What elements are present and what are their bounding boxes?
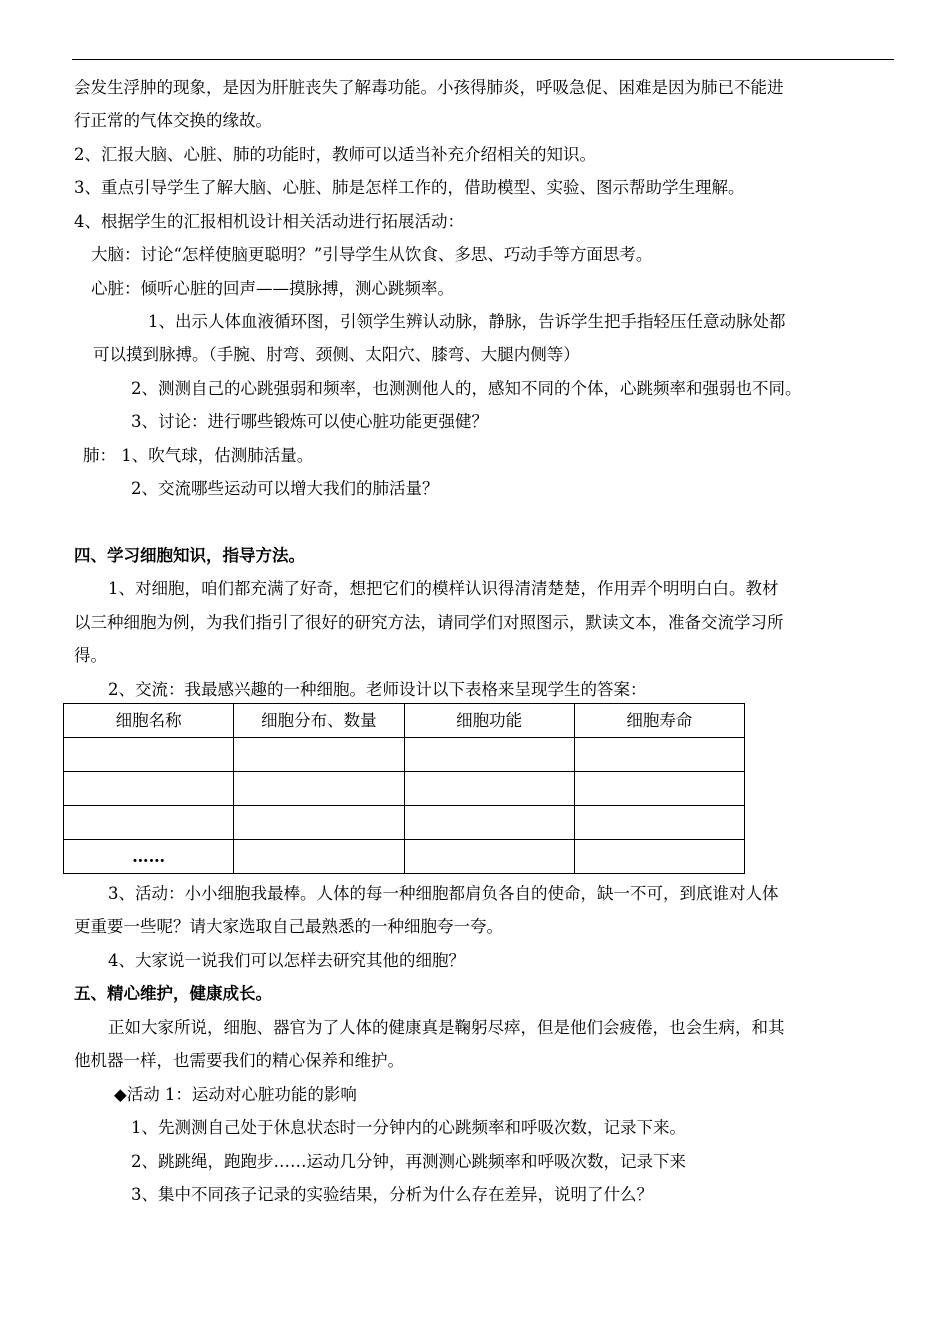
activity-step: 2、跳跳绳，跑跑步……运动几分钟，再测测心跳频率和呼吸次数，记录下来: [131, 1152, 686, 1171]
heart-step: 3、讨论：进行哪些锻炼可以使心脏功能更强健？: [131, 412, 488, 431]
table-cell: [574, 772, 744, 806]
table-header-cell: 细胞名称: [64, 704, 234, 738]
paragraph-line: 以三种细胞为例，为我们指引了很好的研究方法，请同学们对照图示，默读文本，准备交流学习所: [74, 613, 784, 632]
activity-step: 3、集中不同孩子记录的实验结果，分析为什么存在差异，说明了什么？: [131, 1185, 653, 1204]
table-row: [64, 772, 745, 806]
table-cell: [404, 806, 574, 840]
cell-table: [63, 703, 745, 874]
paragraph-line: 得。: [74, 646, 107, 665]
paragraph-line: 1、对细胞，咱们都充满了好奇，想把它们的模样认识得清清楚楚，作用弄个明明白白。教材: [108, 579, 779, 598]
heart-step: 1、出示人体血液循环图，引领学生辨认动脉，静脉，告诉学生把手指轻压任意动脉处都: [148, 312, 786, 331]
paragraph-line: 他机器一样，也需要我们的精心保养和维护。: [74, 1051, 404, 1070]
activity-title: ◆活动 1：运动对心脏功能的影响: [114, 1085, 357, 1104]
paragraph-line: 4、大家说一说我们可以怎样去研究其他的细胞？: [108, 951, 465, 970]
paragraph-line: 2、交流：我最感兴趣的一种细胞。老师设计以下表格来呈现学生的答案：: [108, 680, 647, 699]
table-cell: [404, 738, 574, 772]
paragraph-line: 行正常的气体交换的缘故。: [74, 111, 272, 130]
table-cell: [234, 738, 404, 772]
list-item: 3、重点引导学生了解大脑、心脏、肺是怎样工作的，借助模型、实验、图示帮助学生理解。: [74, 178, 745, 197]
table-cell: ……: [64, 840, 234, 874]
table-header-cell: 细胞分布、数量: [234, 704, 404, 738]
table-header-row: [64, 704, 745, 738]
heart-activity: 心脏：倾听心脏的回声——摸脉搏，测心跳频率。: [91, 279, 454, 298]
list-item: 4、根据学生的汇报相机设计相关活动进行拓展活动：: [74, 212, 464, 231]
heart-step: 可以摸到脉搏。（手腕、肘弯、颈侧、太阳穴、膝弯、大腿内侧等）: [93, 345, 580, 364]
lung-activity: 肺： 1、吹气球，估测肺活量。: [83, 446, 314, 465]
table-cell: [574, 738, 744, 772]
table-cell: [404, 772, 574, 806]
table-cell: [234, 806, 404, 840]
table-cell: [64, 772, 234, 806]
activity-step: 1、先测测自己处于休息状态时一分钟内的心跳频率和呼吸次数，记录下来。: [131, 1118, 686, 1137]
list-item: 2、汇报大脑、心脏、肺的功能时，教师可以适当补充介绍相关的知识。: [74, 145, 596, 164]
table-row: [64, 806, 745, 840]
brain-activity: 大脑：讨论“怎样使脑更聪明？”引导学生从饮食、多思、巧动手等方面思考。: [91, 245, 653, 264]
table-row: [64, 840, 745, 874]
table-cell: [64, 806, 234, 840]
table-cell: [574, 806, 744, 840]
table-cell: [404, 840, 574, 874]
lung-step: 2、交流哪些运动可以增大我们的肺活量？: [131, 479, 439, 498]
table-header-cell: 细胞功能: [404, 704, 574, 738]
paragraph-line: 正如大家所说，细胞、器官为了人体的健康真是鞠躬尽瘁，但是他们会疲倦，也会生病，和其: [108, 1018, 785, 1037]
paragraph-line: 更重要一些呢？请大家选取自己最熟悉的一种细胞夸一夸。: [74, 917, 503, 936]
table-header-cell: 细胞寿命: [574, 704, 744, 738]
section-heading: 五、精心维护，健康成长。: [74, 984, 272, 1003]
section-heading: 四、学习细胞知识，指导方法。: [74, 546, 305, 565]
paragraph-line: 会发生浮肿的现象，是因为肝脏丧失了解毒功能。小孩得肺炎，呼吸急促、困难是因为肺已不能进: [74, 78, 784, 97]
table-row: [64, 738, 745, 772]
table-cell: [234, 772, 404, 806]
header-rule: [72, 59, 894, 60]
paragraph-line: 3、活动：小小细胞我最棒。人体的每一种细胞都肩负各自的使命，缺一不可，到底谁对人体: [108, 884, 779, 903]
table-cell: [574, 840, 744, 874]
table-cell: [234, 840, 404, 874]
heart-step: 2、测测自己的心跳强弱和频率，也测测他人的，感知不同的个体，心跳频率和强弱也不同。: [131, 379, 802, 398]
table-cell: [64, 738, 234, 772]
